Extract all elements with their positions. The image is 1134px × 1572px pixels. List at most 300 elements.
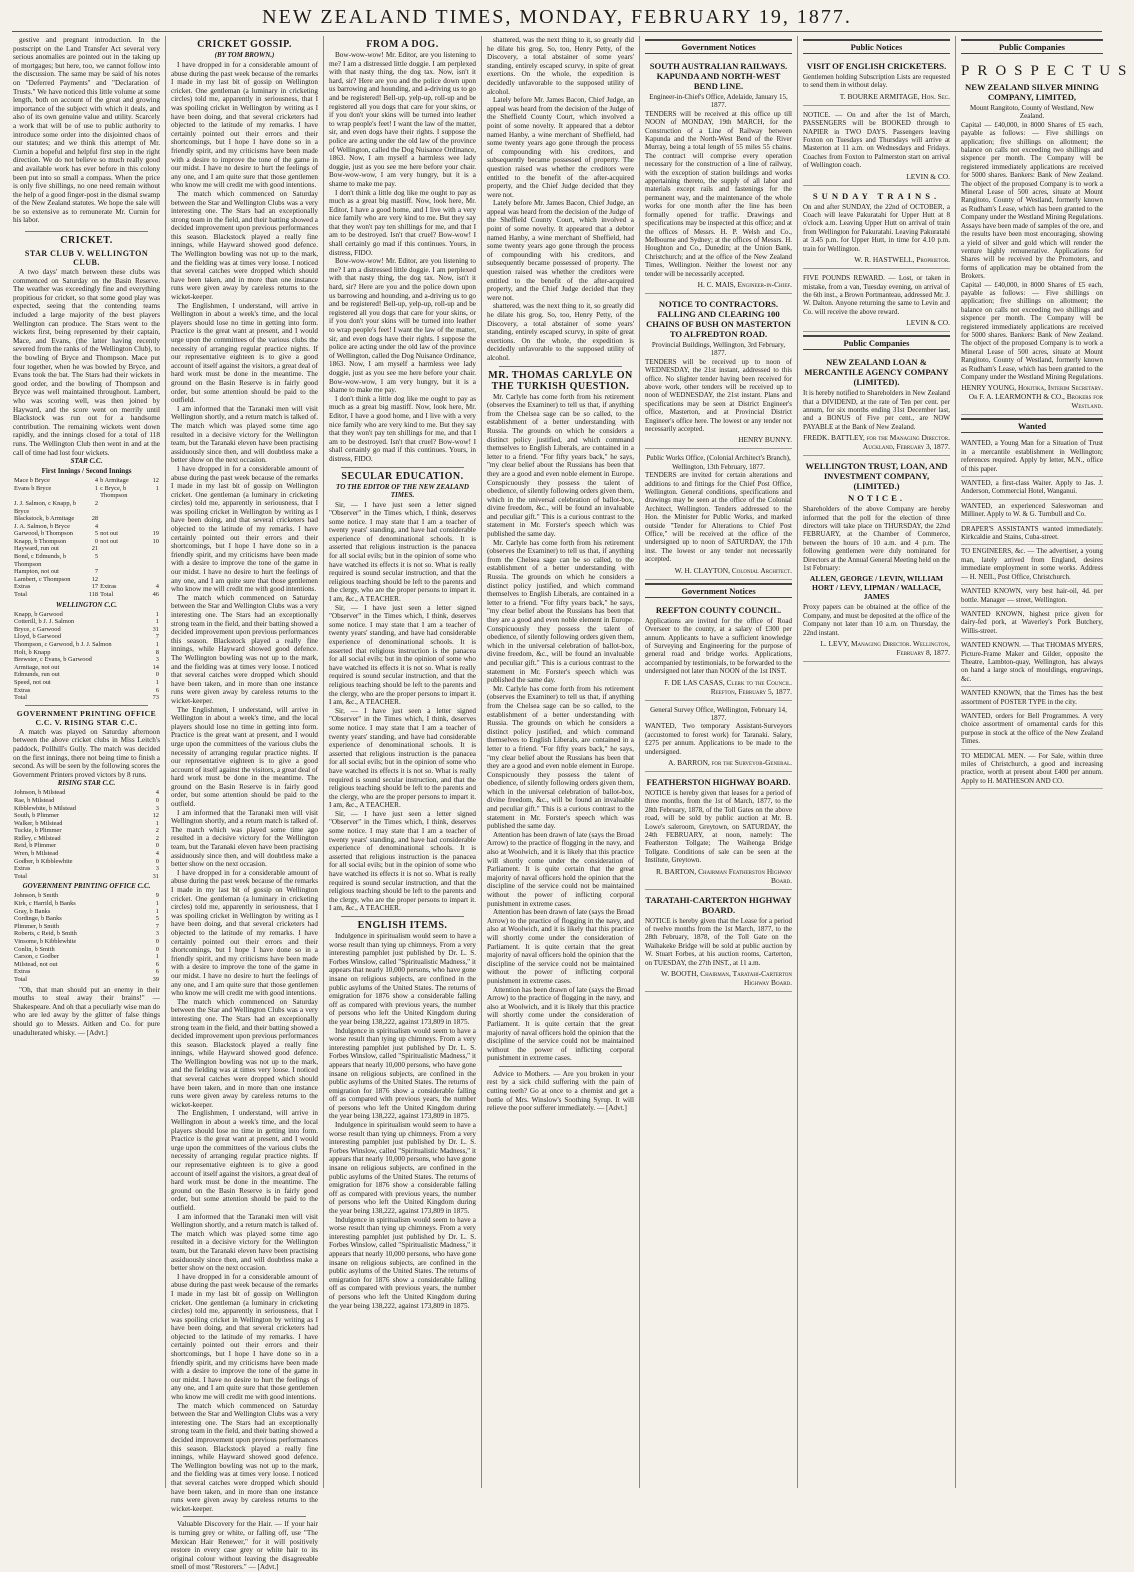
score-cell: 3: [155, 865, 159, 873]
score-row: [13, 500, 160, 515]
score-row: [13, 976, 160, 984]
notice-to-contractors: [645, 296, 792, 449]
score-cell: 1: [155, 900, 159, 908]
score-row: [13, 626, 160, 634]
silver-mining-body-3: Capital — £40,000, in 8000 Shares of £5 each, payable as follows: — Five shillings on application; five shillings on allotment; the balance on calls not exceeding two shillings and sixpence per month. The Company will be registered immediately applications are received for 5000 shares. Bankers: Bank of New Zealand. The object of the proposed Company is to work a Mineral Lease of 500 acres, situate at Mount Rangitoto, County of Westland, formerly known as Rudham's Lease, which has been granted to the Company under the Westland Mining Regulations.: [961, 280, 1104, 381]
score-cell: Edmunds, run out: [14, 671, 60, 679]
gossip-paragraph-1: I have dropped in for a considerable amount of abuse during the past week because of the remarks I made in my last bit of gossip on Wellington cricket. One gentleman (a luminary in cricketing circles) told me, apparently in seriousness, that I was spoiling cricket in Wellington by writing as I have been doing, and that several cricketers had objected to the latitude of my remarks. I have certainly pointed out their errors and their shortcomings, but I hope I have done so in a friendly spirit, and my criticisms have been made with a desire to improve the tone of the game in our midst. I have no desire to hurt the feelings of any one, and I am quite sure that those gentlemen who know me will credit me with good intentions.: [171, 61, 318, 190]
silver-mining-signature: HENRY YOUNG, Hokitika, Interim Secretary. Or F. A. LEARMONTH & CO., Brokers for Westland.: [961, 383, 1103, 411]
public-works-signature: W. H. CLAYTON, Colonial Architect.: [674, 565, 792, 575]
score-row: [13, 649, 160, 657]
reefton-title: REEFTON COUNTY COUNCIL.: [655, 604, 782, 615]
score-cell: 4: [155, 789, 159, 797]
score-cell: Kibblewhite, b Milstead: [14, 804, 76, 812]
wanted-advertisement: WANTED, orders for Bell Programmes. A very choice assortment of ornamental cards for this purpose in stock at the office of the New Zealand Times.: [961, 710, 1103, 750]
score-row: [13, 485, 160, 500]
gossip-paragraph-1c: I have dropped in for a considerable amount of abuse during the past week because of the remarks I made in my last bit of gossip on Wellington cricket. One gentleman (a luminary in cricketing circles) told me, apparently in seriousness, that I was spoiling cricket in Wellington by writing as I have been doing, and that several cricketers had objected to the latitude of my remarks. I have certainly pointed out their errors and their shortcomings, but I hope I have done so in a friendly spirit, and my criticisms have been made with a desire to improve the tone of the game in our midst. I have no desire to hurt the feelings of any one, and I am quite sure that those gentlemen who know me will credit me with good intentions.: [171, 868, 318, 998]
score-row: [13, 523, 160, 531]
reward-signature: LEVIN & CO.: [906, 318, 950, 328]
score-row: [13, 953, 160, 961]
items-paragraph-2b: Lately before Mr. James Bacon, Chief Judge, an appeal was heard from the decision of the Judge of the Sheffield County Court, which involved a point of some novelty. It appeared that a debtor named Hanby, a wine merchant of Sheffield, had some twenty years ago gone through the process of compounding with his creditors, and subsequently became possessed of property. The question raised was whether the creditors were entitled to the benefit of the after-acquired property, and the Chief Judge decided that they were not.: [487, 199, 634, 302]
score-cell: Total: [14, 872, 28, 880]
survey-office-place: General Survey Office, Wellington, February 14, 1877.: [650, 705, 787, 722]
score-cell: not out: [100, 530, 119, 538]
score-cell: Kirk, c Harrild, b Banks: [14, 900, 76, 908]
cricketers-visit-signature: T. BOURKE ARMITAGE, Hon. Sec.: [839, 91, 950, 101]
wanted-advertisement: WANTED, a first-class Waiter. Apply to Jas. J. Anderson, Commercial Hotel, Wanganui.: [961, 477, 1103, 500]
score-cell: Blackstock, b Armitage: [14, 515, 75, 523]
score-cell: Roberts, c Reid, b Smith: [14, 930, 77, 938]
sa-railways-body: TENDERS will be received at this office up till NOON of MONDAY, 19th MARCH, for the Construction of a Line of Railway between Kapunda and the North-West Bend of the River Murray, being a total length of 55 miles 55 chains. The contract will comprise every operation necessary for the construction of a line of railway, with the exception of station buildings and works appertaining thereto, the supply of all labor and materials except rails and fastenings for the permanent way, and the maintenance of the whole works for one month after the line has been formally opened for traffic. Drawings and specifications may be inspected at this office; and at the offices of Messrs. H. P. Welsh and Co., Melbourne and Sydney; at the offices of Messrs. H. Houghton and Co., Dunedin; at the Union Bank, Christchurch; and at the office of the New Zealand Times, Wellington. Neither the lowest nor any tender will be necessarily accepted.: [645, 109, 792, 278]
wanted-list: [961, 437, 1103, 789]
dog-paragraph-2: I don't think a little dog like me ought to pay as much as a great big mastiff. Now, look here, Mr. Editor, I have a good home, and I live with a very nice family who are very kind to me. But they say that they won't pay ten shillings for me, and that I am to be destroyed. Isn't that cruel? Bow-wow! I shall certainly go mad if this continues. Yours, in distress, FIDO.: [329, 188, 476, 257]
divider: [25, 231, 148, 232]
score-cell: 2: [155, 834, 159, 842]
featherston-body: NOTICE is hereby given that leases for a period of three months, from the 1st of March, 1877, to the 28th February, 1878, of the Toll Gates on the above road, will be sold by public auction at Mr. B. Lowe's saleroom, Greytown, on SATURDAY, the 24th FEBRUARY, at noon, namely: The Featherston Tollgate; The Waihenga Bridge Tollgate. Conditions of sale can be seen at the Institute, Greytown.: [645, 788, 792, 865]
sa-railways-notice: [645, 58, 792, 294]
score-cell: 6: [155, 686, 159, 694]
score-row: [13, 797, 160, 805]
score-cell: Holt, b Knapp: [14, 648, 51, 656]
score-row: [13, 687, 160, 695]
score-cell: Wren, b Milstead: [14, 850, 59, 858]
score-cell: 3: [155, 804, 159, 812]
gossip-paragraph-1b: I have dropped in for a considerable amount of abuse during the past week because of the remarks I made in my last bit of gossip on Wellington cricket. One gentleman (a luminary in cricketing circles) told me, apparently in seriousness, that I was spoiling cricket in Wellington by writing as I have been doing, and that several cricketers had objected to the latitude of my remarks. I have certainly pointed out their errors and their shortcomings, but I hope I have done so in a friendly spirit, and my criticisms have been made with a desire to improve the tone of the game in our midst. I have no desire to hurt the feelings of any one, and I am quite sure that those gentlemen who know me will credit me with good intentions.: [171, 464, 318, 594]
english-items-text-b: Indulgence in spiritualism would seem to have a worse result than tying up chimneys. From a very interesting pamphlet just published by Dr. L. S. Forbes Winslow, called "Spiritualistic Madness," it appears that nearly 10,000 persons, who have gone insane on religious subjects, are confined in the public asylums of the United States. The returns of emigration for 1876 show a considerable falling off as compared with previous years, the number of persons who left the United Kingdom during the year being 138,222, against 173,809 in 1875.: [329, 1026, 476, 1121]
column-4: [482, 36, 640, 1488]
cricketers-visit-title: VISIT OF ENGLISH CRICKETERS.: [806, 61, 947, 71]
secular-letter-d: Sir, — I have just seen a letter signed "Observer" in the Times which, I think, deserves some notice. I may state that I am a teacher of twenty years' standing, and have had considerable experience of denominational schools. It is asserted that religious instruction is the panacea for all social evils; but in the opinion of some who have watched its effects it is not so. What is really required is sound secular instruction, and that the religious teaching should be left to the parents and the clergy, who are the proper persons to impart it. I am, &c., A TEACHER.: [329, 809, 476, 913]
public-works-place: Public Works Office, (Colonial Architect's Branch), Wellington, 13th February, 1877.: [646, 454, 791, 471]
score-row: [13, 842, 160, 850]
score-cell: [99, 568, 152, 576]
score-cell: Milstead, not out: [14, 960, 58, 968]
score-cell: Armitage, not out: [14, 663, 60, 671]
score-cell: Tuckie, b Plimmer: [14, 827, 62, 835]
nz-loan-body: It is hereby notified to Shareholders in New Zealand that a DIVIDEND, at the rate of Ten per cent. per annum, for six months ending 31st December last, and a BONUS of Five per cent., are NOW PAYABLE at the Bank of New Zealand.: [803, 389, 950, 431]
taratahi-body: NOTICE is hereby given that the Lease for a period of twelve months from the 1st March, 1877, to the 28th February, 1878, of the Toll Gate on the Waihakeke Bridge will be sold at public auction by W. Stuart Forbes, at his auction rooms, Carterton, on TUESDAY, the 27th INST., at 11 a.m.: [645, 916, 792, 967]
score-cell: 7: [94, 568, 99, 576]
score-cell: 0: [155, 857, 159, 865]
sunday-trains-title: SUNDAY TRAINS.: [812, 190, 941, 201]
score-cell: 5: [94, 530, 99, 538]
score-cell: Knapp, b Thompson: [14, 537, 67, 545]
score-cell: Rae, b Milstead: [14, 796, 55, 804]
score-row: [13, 611, 160, 619]
reefton-notice: [645, 602, 792, 701]
score-cell: 7: [155, 922, 159, 930]
score-cell: 73: [152, 694, 159, 702]
score-cell: 0: [155, 796, 159, 804]
score-row: [13, 930, 160, 938]
score-cell: Lambert, c Thompson: [14, 575, 71, 583]
score-cell: Lloyd, b Garwood: [14, 633, 62, 641]
score-cell: [99, 553, 152, 568]
score-row: [13, 961, 160, 969]
score-cell: Total: [14, 975, 28, 983]
score-row: [13, 812, 160, 820]
dog-paragraph-1: Bow-wow-wow! Mr. Editor, are you listening to me? I am a distressed little doggie. I am perplexed with that nasty thing, the dog tax. Now, isn't it hard, sir? Here are you and the police down upon us barrowing and hounding, and a-driving us to go and be registered! Bell-up, yelp-up, roll-up and be registered all you dogs that care for your skins, or if you don't your skins will be turned into leather to wrap people's feet! I want the law of the matter, sir, and even dogs have their rights. I suppose the police are acting under the old law of the province of Wellington, called the Dog Nuisance Ordinance, 1863. Now, I am myself a harmless wee lady doggie, just as you see me here before your chair. Bow-wow-wow, I am very hungry, but it is a shame to make me pay.: [329, 51, 476, 188]
english-items-text-c: Indulgence in spiritualism would seem to have a worse result than tying up chimneys. From a very interesting pamphlet just published by Dr. L. S. Forbes Winslow, called "Spiritualistic Madness," it appears that nearly 10,000 persons, who have gone insane on religious subjects, are confined in the public asylums of the United States. The returns of emigration for 1876 show a considerable falling off as compared with previous years, the number of persons who left the United Kingdom during the year being 138,222, against 173,809 in 1875.: [329, 1121, 476, 1215]
score-cell: not out: [100, 537, 119, 545]
score-cell: Walker, b Milstead: [14, 819, 63, 827]
sunday-trains-notice: [803, 188, 950, 269]
score-row: [13, 938, 160, 946]
contractors-body: TENDERS will be received up to noon of WEDNESDAY, the 21st instant, addressed to this office. No slighter tender having been received for above work, other tenders will be received up to noon of WEDNESDAY, the 21st instant. Plans and specifications may be seen at District Engineer's office, Masterton, and at Provincial District Engineer's office here. The lowest or any tender not necessarily accepted.: [645, 357, 792, 433]
wanted-advertisement: TO ENGINEERS, &c. — The advertiser, a young man, lately arrived from England, desires immediate employment in some works. Address — H. NEIL, Post Office, Christchurch.: [961, 545, 1103, 585]
silver-mining-prospectus: [961, 58, 1134, 415]
score-cell: 17: [91, 583, 99, 591]
public-companies-banner-2: Public Companies: [961, 39, 1103, 54]
score-row: [13, 820, 160, 828]
cricketers-visit-body: Gentlemen holding Subscription Lists are requested to send them in without delay.: [803, 73, 950, 90]
score-row: [13, 633, 160, 641]
wellington-trust-body: Shareholders of the above Company are hereby informed that the poll for the election of three directors will take place on THURSDAY, the 22nd FEBRUARY, at the Chamber of Commerce, between the hours of 10 a.m. and 4 p.m. The following gentlemen were duly nominated for Directors at the Annual General Meeting held on the 1st February:: [803, 505, 950, 572]
gossip-paragraph-4: I am informed that the Taranaki men will visit Wellington shortly, and a return match is talked of. The match which was played some time ago resulted in a decisive victory for the Wellington team, but the Taranaki eleven have been practising assiduously since then, and will doubtless make a better show on the next occasion.: [171, 404, 318, 465]
score-cell: Carson, c Godber: [14, 953, 59, 961]
star-score-table: [13, 477, 160, 599]
score-cell: Total: [14, 694, 28, 702]
score-cell: Extras: [14, 686, 31, 694]
score-cell: J. J. Salmon, c Knapp, b Bryce: [14, 499, 76, 515]
items-paragraph-1: shattered, was the next thing to it, so greatly did he dilate his grog. So, too, Henry Petty, of the Discovery, a total abstainer of some years' standing, entirely escaped scurvy, in spite of great exertions. On the whole, the expedition is decidedly unfavorable to the supposed utility of alcohol.: [487, 36, 634, 96]
items-paragraph-1b: shattered, was the next thing to it, so greatly did he dilate his grog. So, too, Henry Petty, of the Discovery, a total abstainer of some years' standing, entirely escaped scurvy, in spite of great exertions. On the whole, the expedition is decidedly unfavorable to the supposed utility of alcohol.: [487, 302, 634, 362]
silver-mining-title: NEW ZEALAND SILVER MINING COMPANY, LIMITED,: [965, 82, 1099, 102]
gossip-paragraph-3c: The Englishmen, I understand, will arrive in Wellington in about a week's time, and the local players should lose no time in getting into form. Practice is the great want at present, and I would urge upon the committees of the various clubs the necessity of arranging regular practice nights. If our representative eighteen is to give a good account of itself against the visitors, a great deal of hard work must be done in the meantime. The ground on the Basin Reserve is in fairly good order, but some attention should be paid to the outfield.: [171, 1109, 318, 1212]
score-cell: 4: [94, 522, 99, 530]
taratahi-title: TARATAHI-CARTERTON HIGHWAY BOARD.: [645, 894, 792, 915]
public-works-body: TENDERS are invited for certain alterations and additions to and fittings for the Chief Post Office, Wellington. General conditions, specifications and drawings may be seen at the office of the Colonial Architect, Wellington. Tenders addressed to the Hon. the Minister for Public Works, and marked outside "Tender for Alterations to Chief Post Office," will be received at the office of the undersigned up to noon of SATURDAY, the 17th inst. The lowest or any tender not necessarily accepted.: [645, 471, 792, 564]
score-row: [13, 641, 160, 649]
contractors-signature: HENRY BUNNY.: [738, 435, 792, 445]
score-cell: Brewster, c Evans, b Garwood: [14, 656, 92, 664]
score-row: [13, 923, 160, 931]
score-cell: 7: [155, 633, 159, 641]
score-cell: Total: [100, 591, 114, 599]
score-cell: Plimmer, b Smith: [14, 922, 60, 930]
sa-railways-place: Engineer-in-Chief's Office, Adelaide, January 15, 1877.: [649, 93, 788, 110]
wanted-advertisement: DRAPER'S ASSISTANTS wanted immediately. Kirkcaldie and Stains, Cuba-street.: [961, 523, 1103, 546]
from-a-dog-heading: FROM A DOG.: [366, 39, 439, 50]
score-cell: 3: [155, 930, 159, 938]
score-cell: 6: [155, 968, 159, 976]
wanted-advertisement: WANTED KNOWN. — That THOMAS MYERS, Picture-Frame Maker and Gilder, opposite the Theatre, Lambton-quay, Wellington, has always on hand a large stock of mouldings, engravings, &c.: [961, 639, 1103, 687]
score-row: [13, 530, 160, 538]
score-cell: 0: [155, 842, 159, 850]
survey-office-signature: A. BARRON, for the Surveyor-General.: [668, 757, 792, 767]
score-cell: [99, 500, 152, 515]
score-row: [13, 900, 160, 908]
items-paragraph-3c: Attention has been drawn of late (says the Broad Arrow) to the practice of flogging in the navy, and also at Woolwich, and it is likely that this practice will shortly come under the consideration of Parliament. It is quite certain that the great majority of naval officers hold the opinion that the discipline of the service could not be maintained without the power of inflicting corporal punishment in extreme cases.: [487, 985, 634, 1063]
score-cell: Johnson, b Smith: [14, 892, 59, 900]
contractors-title: NOTICE TO CONTRACTORS. FALLING AND CLEARING 100 CHAINS OF BUSH ON MASTERTON TO ALFREDTON ROAD.: [646, 298, 791, 339]
score-cell: Extras: [14, 583, 31, 591]
divider: [25, 705, 148, 706]
score-cell: 0: [155, 945, 159, 953]
score-cell: [152, 576, 160, 584]
score-cell: Gray, b Banks: [14, 907, 51, 915]
divider: [499, 1066, 622, 1067]
score-row: [13, 805, 160, 813]
napier-coach-signature: LEVIN & CO.: [906, 171, 950, 181]
score-row: [13, 477, 160, 485]
score-cell: Knapp, b Garwood: [14, 610, 63, 618]
score-cell: [152, 568, 160, 576]
score-cell: Garwood, b Thompson: [14, 530, 73, 538]
wellington-scores-heading: WELLINGTON C.C.: [55, 600, 118, 609]
score-row: [13, 656, 160, 664]
featherston-signature: R. BARTON, Chairman Featherston Highway Board.: [655, 866, 792, 885]
divider: [341, 916, 464, 917]
gossip-paragraph-2d: The match which commenced on Saturday between the Star and Wellington Clubs was a very interesting one. The Stars had an exceptionally strong team in the field, and their batting showed a decided improvement upon previous performances this season. Blackstock played a really fine innings, while Hayward showed good defence. The Wellington bowling was not up to the mark, and the fielding was at times very loose. I noticed that several catches were dropped which should have been taken, and in more than one instance runs were given away by careless returns to the wicket-keeper.: [171, 1401, 318, 1513]
score-cell: [152, 523, 160, 531]
score-cell: Extras: [14, 968, 31, 976]
score-row: [13, 694, 160, 702]
survey-office-body: WANTED, Two temporary Assistant-Surveyors (accustomed to forest work) for Taranaki. Salary, £275 per annum. Applications to be made to the undersigned.: [645, 722, 792, 756]
score-row: [13, 865, 160, 873]
score-cell: 46: [152, 591, 159, 599]
rising-star-heading: RISING STAR C.C.: [57, 779, 116, 788]
score-cell: [99, 576, 152, 584]
book-review-end: [13, 36, 160, 225]
survey-office-notice: [645, 703, 792, 772]
prospectus-heading: PROSPECTUS: [961, 63, 1134, 79]
column-5: [640, 36, 798, 1488]
taratahi-signature: W. BOOTH, Chairman, Taratahi-Carterton Highway Board.: [661, 969, 792, 988]
score-row: [13, 908, 160, 916]
government-notices-banner-2: Government Notices: [645, 583, 792, 598]
rising-star-score-table: [13, 789, 160, 880]
carlyle-article: Mr. Carlyle has come forth from his retirement (observes the Examiner) to tell us that, if anything from the Chelsea sage can be so called, to the establishment of a better understanding with Russia. The grounds on which he considers a distinct policy justified, and which command themselves to English Liberals, are contained in a letter to a friend. "For fifty years back," he says, "my clear belief about the Russians has been that they are a good and even noble element in Europe. Conspicuously they possess the talent of obedience, of silently following orders given them, which in the universal celebration of ballot-box, divine freedom, &c., will be found an invaluable and peculiar gift." This is a curious contrast to the statement in Mr. Forster's speech which was published the same day.: [487, 392, 634, 539]
sunday-trains-signature: W. R. HASTWELL, Proprietor.: [854, 255, 950, 265]
director-nominees: ALLEN, GEORGE / LEVIN, WILLIAM HORT / LEVY, LIPMAN / WALLACE, JAMES: [809, 574, 944, 602]
score-cell: 1: [155, 907, 159, 915]
score-cell: J. A. Salmon, b Bryce: [14, 522, 70, 530]
score-row: [13, 671, 160, 679]
secular-letter-b: Sir, — I have just seen a letter signed "Observer" in the Times which, I think, deserves some notice. I may state that I am a teacher of twenty years' standing, and have had considerable experience of denominational schools. It is asserted that religious instruction is the panacea for all social evils; but in the opinion of some who have watched its effects it is not so. What is really required is sound secular instruction, and that the religious teaching should be left to the parents and the clergy, who are the proper persons to impart it. I am, &c., A TEACHER.: [329, 603, 476, 707]
advertisement-soothing-syrup: Advice to Mothers. — Are you broken in your rest by a sick child suffering with the pain of cutting teeth? Go at once to a chemist and get a bottle of Mrs. Winslow's Soothing Syrup. It will relieve the poor sufferer immediately. — [Advt.]: [487, 1069, 634, 1113]
book-review-text: gestive and pregnant introduction. In the postscript on the Land Transfer Act several very serious anomalies are pointed out in the taking up of mortgages; but here, too, we cannot follow into the discussion. The same may be said of his notes on "Deferred Payments" and "Declaration of Trusts." We have noticed this little volume at some length, both on account of the great and growing importance of the subject with which it deals, and also of its own genuine value and utility. Scarcely a work that will be of use to public authority to introduce some order into the disjointed chaos of our statutes; and we think this attempt of Mr. Curnin a hopeful and helpful first step in the right direction. We do not believe so much really good and available work has ever before in this colony been put into so small a compass. When the price is only five shillings, no one need remain without the help of a good finger-post in the dismal swamp of the New Zealand statutes. We hope the sale will be so extensive as to remunerate Mr. Curnin for his labor.: [13, 36, 160, 225]
score-cell: Hampton, not out: [14, 568, 59, 576]
match1-heading: STAR CLUB V. WELLINGTON CLUB.: [24, 249, 149, 268]
items-paragraph-3b: Attention has been drawn of late (says the Broad Arrow) to the practice of flogging in the navy, and also at Woolwich, and it is likely that this practice will shortly come under the consideration of Parliament. It is quite certain that the great majority of naval officers hold the opinion that the discipline of the service could not be maintained without the power of inflicting corporal punishment in extreme cases.: [487, 908, 634, 985]
score-cell: Hayward, run out: [14, 545, 59, 553]
score-row: [13, 835, 160, 843]
nz-loan-signature: FREDK. BATTLEY, for the Managing Director. Auckland, February 3, 1877.: [803, 433, 950, 452]
byline: (BY TOM BROWN.): [214, 51, 275, 59]
score-cell: Reid, b Plimmer: [14, 842, 57, 850]
gossip-paragraph-3b: The Englishmen, I understand, will arrive in Wellington in about a week's time, and the local players should lose no time in getting into form. Practice is the great want at present, and I would urge upon the committees of the various clubs the necessity of arranging regular practice nights. If our representative eighteen is to give a good account of itself against the visitors, a great deal of hard work must be done in the meantime. The ground on the Basin Reserve is in fairly good order, but some attention should be paid to the outfield.: [171, 705, 318, 809]
score-cell: Cordinge, b Banks: [14, 915, 62, 923]
taratahi-notice: [645, 892, 792, 992]
public-works-notice: [645, 451, 792, 579]
score-row: [13, 892, 160, 900]
reward-notice: [803, 271, 950, 332]
score-cell: 1: [155, 819, 159, 827]
items-paragraph-2: Lately before Mr. James Bacon, Chief Judge, an appeal was heard from the decision of the Judge of the Sheffield County Court, which involved a point of some novelty. It appeared that a debtor named Hanby, a wine merchant of Sheffield, had some twenty years ago gone through the process of compounding with his creditors, and subsequently became possessed of property. The question raised was whether the creditors were entitled to the benefit of the after-acquired property, and the Chief Judge decided that they were not.: [487, 96, 634, 199]
secular-letter-c: Sir, — I have just seen a letter signed "Observer" in the Times which, I think, deserves some notice. I may state that I am a teacher of twenty years' standing, and have had considerable experience of denominational schools. It is asserted that religious instruction is the panacea for all social evils; but in the opinion of some who have watched its effects it is not so. What is really required is sound secular instruction, and that the religious teaching should be left to the parents and the clergy, who are the proper persons to impart it. I am, &c., A TEACHER.: [329, 706, 476, 810]
score-cell: 28: [91, 515, 99, 523]
dog-paragraph-2b: I don't think a little dog like me ought to pay as much as a great big mastiff. Now, look here, Mr. Editor, I have a good home, and I live with a very nice family who are very kind to me. But they say that they won't pay ten shillings for me, and that I am to be destroyed. Isn't that cruel? Bow-wow! I shall certainly go mad if this continues. Yours, in distress, FIDO.: [329, 394, 476, 463]
score-row: [13, 968, 160, 976]
score-cell: 10: [152, 537, 159, 545]
score-cell: 19: [152, 530, 159, 538]
score-cell: Thompson, c Garwood, b J. J. Salmon: [14, 641, 112, 648]
wellington-trust-notice-head: NOTICE.: [847, 493, 906, 504]
reefton-body: Applications are invited for the office of Road Overseer to the county, at a salary of £300 per annum. Applicants to have a sufficient knowledge of Surveying and Engineering for the purpose of general road and bridge works. Applications, accompanied by testimonials, to be forwarded to the undersigned not later than NOON of the 1st INST.: [645, 616, 792, 676]
score-cell: 12: [152, 812, 159, 820]
score-row: [13, 789, 160, 797]
score-row: [13, 915, 160, 923]
score-cell: 4: [155, 583, 159, 591]
napier-coach-notice: [803, 108, 950, 186]
divider: [499, 366, 622, 367]
score-cell: Bryce, c Garwood: [14, 625, 61, 633]
score-cell: 2: [155, 827, 159, 835]
score-cell: Mace b Bryce: [14, 477, 50, 485]
score-row: [13, 850, 160, 858]
score-cell: [152, 500, 160, 515]
wellington-score-table: [13, 611, 160, 702]
secular-education-heading: SECULAR EDUCATION.: [341, 470, 464, 482]
score-cell: 0: [155, 938, 159, 945]
score-cell: 4: [94, 477, 99, 485]
wanted-advertisement: WANTED KNOWN, very best hair-oil, 4d. per bottle. Manager — street, Wellington.: [961, 585, 1103, 608]
score-cell: [99, 545, 152, 553]
wanted-banner: Wanted: [961, 418, 1103, 433]
score-cell: c Bryce, b Thompson: [100, 484, 128, 500]
items-paragraph-3: Attention has been drawn of late (says the Broad Arrow) to the practice of flogging in the navy, and also at Woolwich, and it is likely that this practice will shortly come under the consideration of Parliament. It is quite certain that the great majority of naval officers hold the opinion that the discipline of the service could not be maintained without the power of inflicting corporal punishment in extreme cases.: [487, 830, 634, 908]
score-row: [13, 545, 160, 553]
score-cell: 14: [152, 663, 159, 671]
score-cell: 12: [152, 477, 159, 485]
score-cell: 1: [155, 641, 159, 648]
score-cell: Evans b Bryce: [14, 484, 52, 492]
score-cell: 1: [155, 610, 159, 618]
public-notices-banner: Public Notices: [803, 39, 950, 54]
column-3: [324, 36, 482, 1488]
score-cell: [99, 515, 152, 523]
sa-railways-title: SOUTH AUSTRALIAN RAILWAYS. KAPUNDA AND NORTH-WEST BEND LINE.: [649, 61, 788, 91]
english-items-text-d: Indulgence in spiritualism would seem to have a worse result than tying up chimneys. From a very interesting pamphlet just published by Dr. L. S. Forbes Winslow, called "Spiritualistic Madness," it appears that nearly 10,000 persons, who have gone insane on religious subjects, are confined in the public asylums of the United States. The returns of emigration for 1876 show a considerable falling off as compared with previous years, the number of persons who left the United Kingdom during the year being 138,222, against 173,809 in 1875.: [329, 1215, 476, 1310]
english-items-heading: ENGLISH ITEMS.: [357, 920, 448, 931]
score-cell: 2: [94, 499, 99, 507]
score-cell: 1: [155, 618, 159, 626]
reward-body: FIVE POUNDS REWARD. — Lost, or taken in mistake, from a van, Tuesday evening, on arrival of the 6th inst., a Brown Portmanteau, addressed Mr. J. W. Dalton. Anyone returning the same to Levin and Co. will receive the above reward.: [803, 274, 950, 316]
featherston-notice: [645, 774, 792, 890]
cricket-gossip-heading: CRICKET GOSSIP.: [197, 39, 292, 50]
gossip-paragraph-1d: I have dropped in for a considerable amount of abuse during the past week because of the remarks I made in my last bit of gossip on Wellington cricket. One gentleman (a luminary in cricketing circles) told me, apparently in seriousness, that I was spoiling cricket in Wellington by writing as I have been doing, and that several cricketers had objected to the latitude of my remarks. I have certainly pointed out their errors and their shortcomings, but I hope I have done so in a friendly spirit, and my criticisms have been made with a desire to improve the tone of the game in our midst. I have no desire to hurt the feelings of any one, and I am quite sure that those gentlemen who know me will credit me with good intentions.: [171, 1272, 318, 1402]
score-cell: 1: [155, 953, 159, 961]
gossip-paragraph-2b: The match which commenced on Saturday between the Star and Wellington Clubs was a very interesting one. The Stars had an exceptionally strong team in the field, and their batting showed a decided improvement upon previous performances this season. Blackstock played a really fine innings, while Hayward showed good defence. The Wellington bowling was not up to the mark, and the fielding was at times very loose. I noticed that several catches were dropped which should have been taken, and in more than one instance runs were given away by careless returns to the wicket-keeper.: [171, 593, 318, 705]
wellington-trust-signature: L. LEVY, Managing Director. Wellington, February 8, 1877.: [820, 639, 950, 658]
sa-railways-signature: H. C. MAIS, Engineer-in-Chief.: [697, 279, 792, 289]
score-cell: Ridley, c Milstead: [14, 834, 61, 842]
score-cell: Bond, c Edmunds, b Thompson: [14, 553, 67, 568]
nz-loan-title: NEW ZEALAND LOAN & MERCANTILE AGENCY COMPANY (LIMITED).: [804, 357, 949, 388]
gossip-paragraph-2: The match which commenced on Saturday between the Star and Wellington Clubs was a very interesting one. The Stars had an exceptionally strong team in the field, and their batting showed a decided improvement upon previous performances this season. Blackstock played a really fine innings, while Hayward showed good defence. The Wellington bowling was not up to the mark, and the fielding was at times very loose. I noticed that several catches were dropped which should have been taken, and in more than one instance runs were given away by careless returns to the wicket-keeper.: [171, 189, 318, 302]
score-row: [13, 583, 160, 591]
score-cell: [152, 545, 160, 553]
score-cell: Extras: [100, 583, 117, 591]
secular-education-subhead: TO THE EDITOR OF THE NEW ZEALAND TIMES.: [336, 482, 469, 499]
score-cell: 4: [155, 850, 159, 858]
silver-mining-location: Mount Rangitoto, County of Westland, New Zealand.: [970, 104, 1094, 121]
wanted-advertisement: WANTED KNOWN, that the Times has the best assortment of POSTER TYPE in the city.: [961, 687, 1103, 710]
score-cell: 5: [155, 915, 159, 923]
score-row: [13, 827, 160, 835]
score-row: [13, 664, 160, 672]
gpo-score-table: [13, 892, 160, 983]
gpo-heading: GOVERNMENT PRINTING OFFICE C.C.: [22, 882, 151, 891]
score-cell: 1: [94, 484, 99, 492]
score-row: [13, 538, 160, 546]
score-cell: 8: [155, 648, 159, 656]
score-cell: [152, 515, 160, 523]
score-row: [13, 568, 160, 576]
silver-mining-body-2: Assays have been made of samples of the ore, and the results have been most encouraging, showing a yield of silver and gold which will render the venture highly remunerative. Applications for Shares will be received by the Promoters, and forms of application may be obtained from the Brokers.: [961, 221, 1103, 281]
carlyle-article-c: Mr. Carlyle has come forth from his retirement (observes the Examiner) to tell us that, if anything from the Chelsea sage can be so called, to the establishment of a better understanding with Russia. The grounds on which he considers a distinct policy justified, and which command themselves to English Liberals, are contained in a letter to a friend. "For fifty years back," he says, "my clear belief about the Russians has been that they are a good and even noble element in Europe. Conspicuously they possess the talent of obedience, of silently following orders given them, which in the universal celebration of ballot-box, divine freedom, &c., will be found an invaluable and peculiar gift." This is a curious contrast to the statement in Mr. Forster's speech which was published the same day.: [487, 684, 634, 831]
public-companies-banner: Public Companies: [803, 335, 950, 350]
column-2: [166, 36, 324, 1572]
score-row: [13, 553, 160, 568]
match1-report: A two days' match between these clubs was commenced on Saturday on the Basin Reserve. The weather was exceedingly fine and everything propitious for cricket, so that some good play was expected, seeing that the contending teams included a large majority of the best players Wellington can produce. The Stars went to the wickets first, being represented by their captain, Mace, and Evans, (the latter having recently severed from the ranks of the Wellington Club), to the bowling of Bryce and Thompson. Mace put four together, when he was bowled by Bryce, and Evans took the bat. The Stars had their wickets in good order, and the bowling of Thompson and Bryce was well maintained throughout. Lambert, who was scoring well, was then joined by Hayward, and the score went on merrily until Blackstock was run out for a handsome contribution. The remaining wickets went down rapidly, and the innings closed for a total of 118 runs. The Wellington Club then went in and at the call of time had lost four wickets.: [13, 268, 160, 457]
advertisement-whisky: "Oh, that man should put an enemy in their mouths to steal away their brains!" — Shakespeare. And oh that a peculiarly wise man do who are led away by the glitter of false things should go to Messrs. Aitken and Co. for pure unadulterated whisky. — [Advt.]: [13, 985, 160, 1037]
star-innings-labels: First Innings / Second Innings: [41, 467, 132, 476]
government-notices-banner: Government Notices: [645, 39, 792, 54]
carlyle-article-b: Mr. Carlyle has come forth from his retirement (observes the Examiner) to tell us that, if anything from the Chelsea sage can be so called, to the establishment of a better understanding with Russia. The grounds on which he considers a distinct policy justified, and which command themselves to English Liberals, are contained in a letter to a friend. "For fifty years back," he says, "my clear belief about the Russians has been that they are a good and even noble element in Europe. Conspicuously they possess the talent of obedience, of silently following orders given them, which in the universal celebration of ballot-box, divine freedom, &c., will be found an invaluable and peculiar gift." This is a curious contrast to the statement in Mr. Forster's speech which was published the same day.: [487, 538, 634, 685]
score-cell: 118: [88, 591, 99, 599]
star-scores-heading: STAR C.C.: [70, 457, 103, 466]
wellington-trust-notice: [803, 458, 950, 662]
score-cell: 3: [155, 656, 159, 664]
dog-paragraph-1b: Bow-wow-wow! Mr. Editor, are you listening to me? I am a distressed little doggie. I am perplexed with that nasty thing, the dog tax. Now, isn't it hard, sir? Here are you and the police down upon us barrowing and hounding, and a-driving us to go and be registered! Bell-up, yelp-up, roll-up and be registered all you dogs that care for your skins, or if you don't your skins will be turned into leather to wrap people's feet! I want the law of the matter, sir, and even dogs have their rights. I suppose the police are acting under the old law of the province of Wellington, called the Dog Nuisance Ordinance, 1863. Now, I am myself a harmless wee lady doggie, just as you see me here before your chair. Bow-wow-wow, I am very hungry, but it is a shame to make me pay.: [329, 257, 476, 395]
gossip-paragraph-2c: The match which commenced on Saturday between the Star and Wellington Clubs was a very interesting one. The Stars had an exceptionally strong team in the field, and their batting showed a decided improvement upon previous performances this season. Blackstock played a really fine innings, while Hayward showed good defence. The Wellington bowling was not up to the mark, and the fielding was at times very loose. I noticed that several catches were dropped which should have been taken, and in more than one instance runs were given away by careless returns to the wicket-keeper.: [171, 997, 318, 1109]
score-row: [13, 618, 160, 626]
score-row: [13, 576, 160, 584]
masthead: NEW ZEALAND TIMES, MONDAY, FEBRUARY 19, 1877.: [12, 6, 1102, 32]
score-row: [13, 858, 160, 866]
contractors-place: Provincial Buildings, Wellington, 3rd February, 1877.: [651, 340, 786, 358]
score-row: [13, 591, 160, 599]
score-row: [13, 946, 160, 954]
score-cell: Vinsome, b Kibblewhite: [14, 938, 77, 945]
score-cell: 9: [155, 892, 159, 900]
score-row: [13, 679, 160, 687]
score-cell: 5: [94, 553, 99, 561]
score-cell: [99, 523, 152, 531]
featherston-title: FEATHERSTON HIGHWAY BOARD.: [646, 776, 791, 787]
secular-letter: Sir, — I have just seen a letter signed "Observer" in the Times which, I think, deserves some notice. I may state that I am a teacher of twenty years' standing, and have had considerable experience of denominational schools. It is asserted that religious instruction is the panacea for all social evils; but in the opinion of some who have watched its effects it is not so. What is really required is sound secular instruction, and that the religious teaching should be left to the parents and the clergy, who are the proper persons to impart it. I am, &c., A TEACHER.: [329, 500, 476, 604]
score-cell: 0: [155, 671, 159, 679]
nz-loan-notice: [803, 354, 950, 456]
score-cell: Conlin, b Smith: [14, 945, 55, 953]
divider: [341, 467, 464, 468]
carlyle-heading: MR. THOMAS CARLYLE ON THE TURKISH QUESTION.: [488, 369, 633, 392]
score-cell: b Armitage: [100, 477, 129, 485]
score-cell: 1: [155, 678, 159, 686]
wanted-advertisement: TO MEDICAL MEN. — For Sale, within three miles of Christchurch, a good and increasing practice, worth at present about £400 per annum. Apply to H. MATHESON AND CO.: [961, 750, 1103, 790]
column-1: [8, 36, 166, 1488]
score-cell: 0: [94, 537, 99, 545]
score-cell: 39: [152, 975, 159, 983]
napier-coach-body: NOTICE. — On and after the 1st of March, PASSENGERS will be BOOKED through to NAPIER in TWO DAYS. Passengers leaving Foxton on Tuesdays and Thursdays will arrive at Masterton at 11 a.m. on Wednesdays and Fridays. Coaches from Foxton to Palmerston start on arrival of Wellington coach.: [803, 110, 950, 170]
english-items-text: Indulgence in spiritualism would seem to have a worse result than tying up chimneys. From a very interesting pamphlet just published by Dr. L. S. Forbes Winslow, called "Spiritualistic Madness," it appears that nearly 10,000 persons, who have gone insane on religious subjects, are confined in the public asylums of the United States. The returns of emigration for 1876 show a considerable falling off as compared with previous years, the number of persons who left the United Kingdom during the year being 138,222, against 173,809 in 1875.: [329, 932, 476, 1026]
score-cell: 12: [91, 575, 99, 583]
score-cell: 1: [155, 484, 159, 492]
divider: [183, 1516, 306, 1517]
columns: [8, 36, 1134, 1572]
